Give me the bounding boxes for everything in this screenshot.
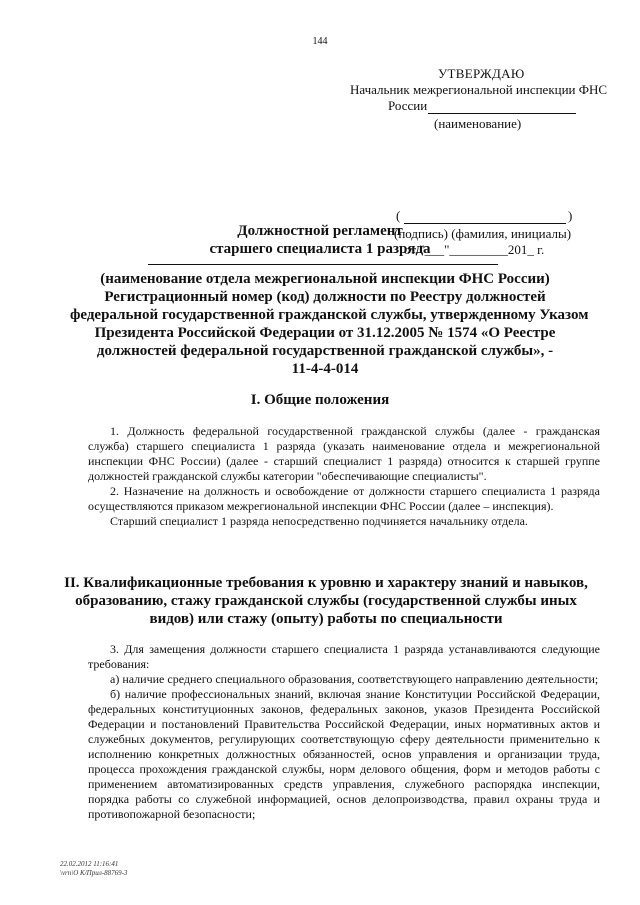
registration-line: должностей федеральной государственной гражданской службы», - — [96, 343, 554, 359]
approver-position: Начальник межрегиональной инспекции ФНС — [350, 82, 608, 97]
section2-body — [88, 642, 600, 822]
registration-line: федеральной государственной гражданской службы, утвержденному Указом — [70, 307, 589, 323]
name-blank-line — [428, 113, 576, 114]
footer-timestamp: 22.02.2012 11:16:41 — [60, 860, 119, 868]
section2-heading-line: II. Квалификационные требования к уровню и характеру знаний и навыков, — [64, 575, 588, 591]
document-title: Должностной регламент — [237, 223, 403, 239]
approval-date: от "___"_________201_ г. — [404, 242, 545, 257]
signature-close-paren: ) — [568, 208, 573, 223]
registration-block — [70, 270, 589, 378]
approver-position-cont: России — [388, 98, 428, 113]
registration-line: (наименование отдела межрегиональной инспекции ФНС России) — [100, 271, 550, 287]
footer-doc-ref: \vrn\O K/Прил-88769-3 — [60, 869, 128, 877]
name-caption: (наименование) — [434, 116, 522, 131]
signature-open-paren: ( — [396, 208, 401, 223]
section1-heading: I. Общие положения — [250, 392, 390, 408]
section2-heading-line: образованию, стажу гражданской службы (государственной службы иных — [75, 593, 577, 609]
paragraph: б) наличие профессиональных знаний, включая знание Конституции Российской Федерации, федеральных конституционных законов, федеральных законов, указов Президента Российской Федерации и постановлений Правительства Российской Федерации, иных нормативных актов и служебных документов, регулирующих соответствующую сферу деятельности применительно к исполнению конкретных должностных обязанностей, основ управления и организации труда, процесса прохождения гражданской службы, норм делового общения, форм и методов работы с применением автоматизированных средств управления, служебного распорядка инспекции, порядка работы со служебной информацией, основ делопроизводства, правил охраны труда и противопожарной безопасности; — [88, 687, 600, 821]
paragraph: 3. Для замещения должности старшего специалиста 1 разряда устанавливаются следующие требования: — [88, 642, 600, 671]
section2-heading — [62, 574, 590, 628]
document-subtitle: старшего специалиста 1 разряда — [209, 241, 431, 257]
paragraph: 1. Должность федеральной государственной гражданской службы (далее - гражданская служба) старшего специалиста 1 разряда (указать наименование отдела и межрегиональной инспекции ФНС России) (далее - старший специалист 1 разряда) относится к старшей группе должностей гражданской службы категории "обеспечивающие специалисты". — [88, 424, 600, 483]
signature-caption: (подпись) (фамилия, инициалы) — [394, 226, 572, 241]
registration-line: Президента Российской Федерации от 31.12.2005 № 1574 «О Реестре — [94, 325, 556, 341]
paragraph: Старший специалист 1 разряда непосредственно подчиняется начальнику отдела. — [110, 514, 528, 528]
paragraph: 2. Назначение на должность и освобождение от должности старшего специалиста 1 разряда осуществляются приказом межрегиональной инспекции ФНС России (далее – инспекция). — [88, 484, 600, 513]
approve-label: УТВЕРЖДАЮ — [438, 66, 525, 81]
title-rule — [148, 264, 498, 265]
registration-code: 11-4-4-014 — [291, 361, 359, 377]
page-number: 144 — [312, 36, 328, 47]
section1-body — [88, 424, 600, 529]
footer-stamp — [60, 860, 127, 878]
registration-line: Регистрационный номер (код) должности по Реестру должностей — [104, 289, 546, 305]
paragraph: а) наличие среднего специального образования, соответствующего направлению деятельности; — [110, 672, 599, 686]
section2-heading-line: видов) или стажу (опыту) работы по специальности — [149, 611, 503, 627]
